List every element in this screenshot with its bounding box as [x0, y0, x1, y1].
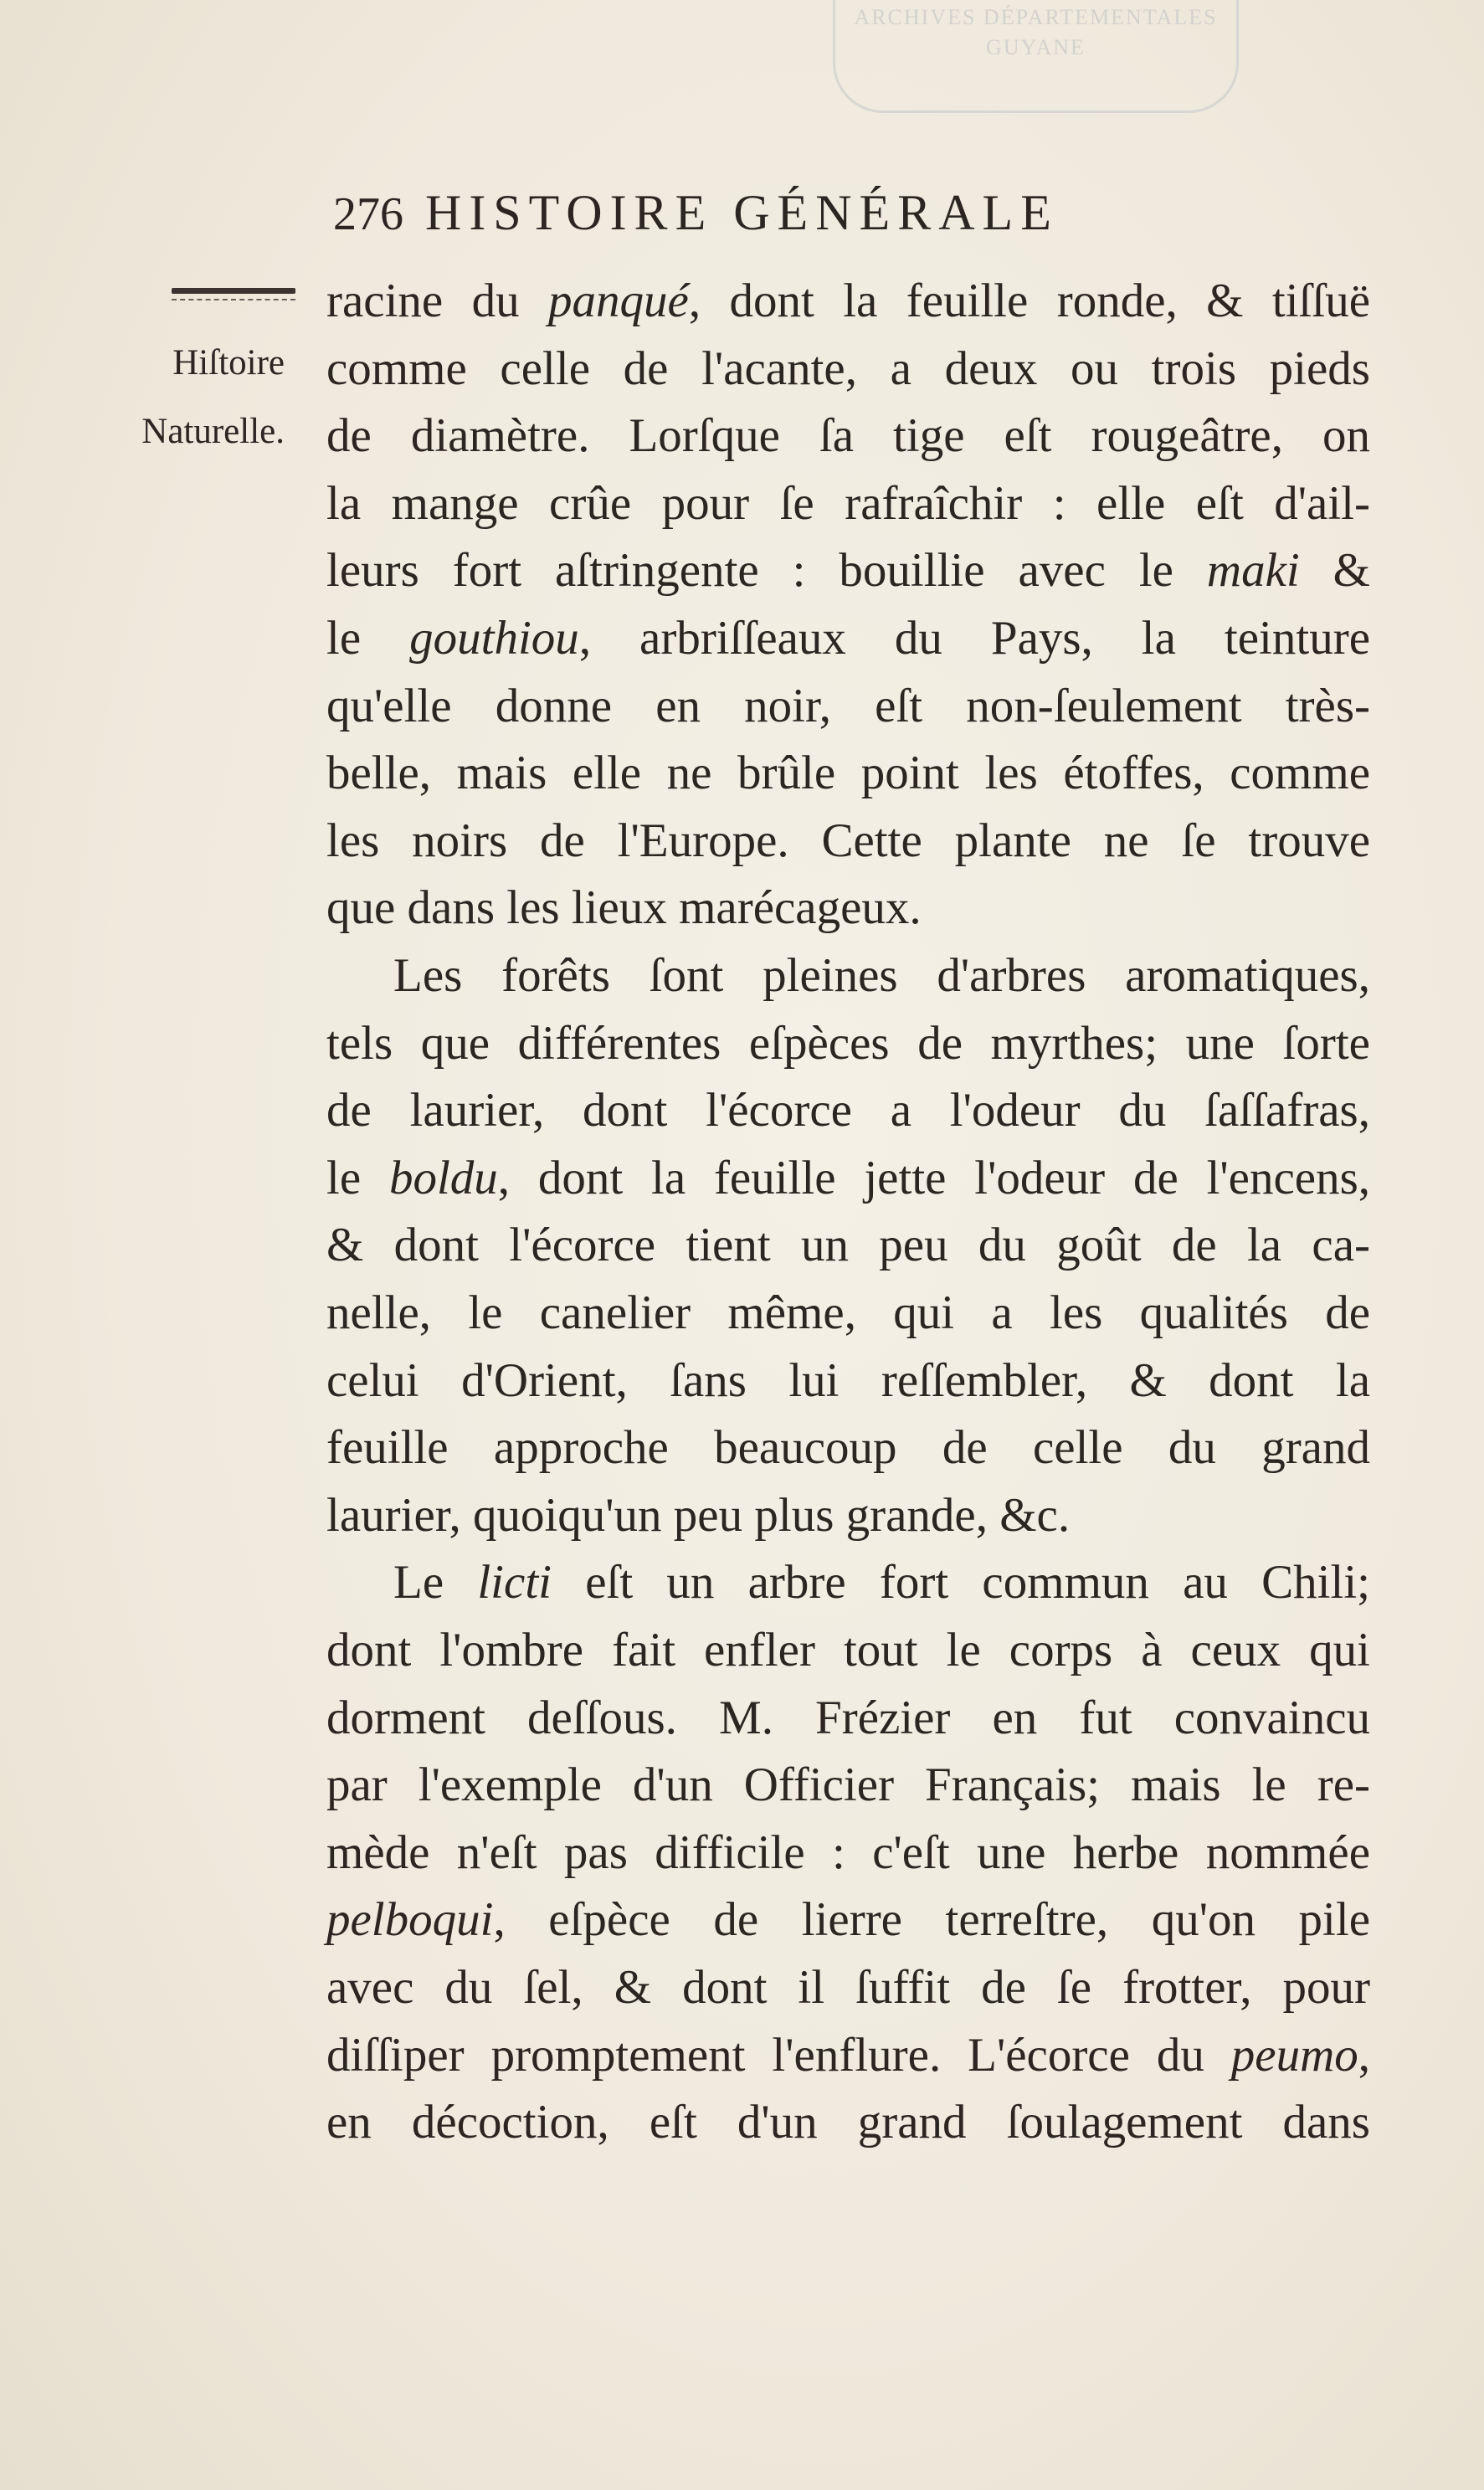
text-line — [326, 673, 1370, 740]
text-line — [326, 1549, 1370, 1616]
text-run: nelle, le canelier même, qui a les qualités de — [326, 1286, 1370, 1339]
text-line — [326, 403, 1370, 470]
text-run: en décoction, eſt d'un grand ſoulagement dans — [326, 2096, 1370, 2149]
text-line — [326, 605, 1370, 672]
text-run: & — [1299, 544, 1370, 598]
text-run: feuille approche beaucoup de celle du grand — [326, 1421, 1370, 1475]
text-run: de laurier, dont l'écorce a l'odeur du ſaſſafras, — [326, 1084, 1370, 1137]
text-line — [326, 942, 1370, 1009]
margin-note-line-2: Naturelle. — [141, 412, 285, 451]
italic-term: gouthiou — [409, 612, 579, 665]
margin-ornament-rule-dashed — [172, 299, 295, 300]
text-line — [326, 1617, 1370, 1684]
text-run: dorment deſſous. M. Frézier en fut convaincu — [326, 1691, 1370, 1744]
text-run: diſſiper promptement l'enflure. L'écorce du — [326, 2028, 1231, 2082]
text-line — [326, 1145, 1370, 1212]
text-run: leurs fort aſtringente : bouillie avec le — [326, 544, 1207, 598]
text-run: Le — [393, 1556, 478, 1610]
margin-ornament-rule — [172, 288, 295, 294]
text-line — [326, 808, 1370, 875]
text-run: , eſpèce de lierre terreſtre, qu'on pile — [493, 1893, 1370, 1947]
italic-term: peumo — [1230, 2028, 1358, 2082]
text-run: laurier, quoiqu'un peu plus grande, &c. — [326, 1488, 1071, 1542]
text-line — [326, 1280, 1370, 1347]
text-run: comme celle de l'acante, a deux ou trois pieds — [326, 341, 1370, 395]
text-run: le — [326, 1151, 389, 1204]
text-run: , arbriſſeaux du Pays, la teinture — [578, 612, 1370, 665]
italic-term: licti — [477, 1556, 552, 1610]
text-line — [326, 336, 1370, 403]
text-run: par l'exemple d'un Officier Français; mais le re- — [326, 1758, 1370, 1812]
text-run: racine du — [326, 275, 549, 327]
italic-term: pelboqui — [326, 1893, 494, 1947]
text-run: & dont l'écorce tient un peu du goût de la ca- — [326, 1219, 1370, 1272]
text-line — [326, 1820, 1370, 1887]
text-run: , dont la feuille ronde, & tiſſuë — [688, 275, 1371, 327]
page-number: 276 — [333, 188, 403, 240]
text-run: tels que différentes eſpèces de myrthes; une ſorte — [326, 1016, 1370, 1070]
text-run: la mange crûe pour ſe rafraîchir : elle eſt d'ail- — [326, 476, 1370, 530]
text-run: les noirs de l'Europe. Cette plante ne ſe trouve — [326, 814, 1370, 867]
text-line — [326, 268, 1370, 335]
text-run: celui d'Orient, ſans lui reſſembler, & dont la — [326, 1353, 1370, 1407]
text-run: belle, mais elle ne brûle point les étoffes, comme — [326, 747, 1370, 800]
text-line — [326, 740, 1370, 807]
running-header — [333, 179, 1220, 246]
text-run: , dont la feuille jette l'odeur de l'encens, — [497, 1151, 1370, 1204]
text-run: de diamètre. Lorſque ſa tige eſt rougeâtre, on — [326, 409, 1370, 463]
text-run: , — [1358, 2028, 1370, 2082]
text-line — [326, 1482, 1370, 1549]
text-line — [326, 1010, 1370, 1077]
text-run: eſt un arbre fort commun au Chili; — [552, 1556, 1370, 1610]
text-line — [326, 1685, 1370, 1752]
italic-term: maki — [1206, 544, 1300, 598]
text-run: qu'elle donne en noir, eſt non-ſeulement très- — [326, 679, 1370, 732]
text-line — [326, 1212, 1370, 1279]
text-run: mède n'eſt pas difficile : c'eſt une herbe nommée — [326, 1825, 1370, 1879]
text-run: le — [326, 612, 410, 665]
text-run: que dans les lieux marécageux. — [326, 881, 922, 935]
text-run: dont l'ombre fait enfler tout le corps à ceux qui — [326, 1624, 1370, 1676]
italic-term: boldu — [388, 1151, 498, 1204]
margin-note-line-1: Hiſtoire — [172, 343, 285, 382]
text-line — [326, 875, 1370, 942]
text-line — [326, 2022, 1370, 2089]
text-line — [326, 537, 1370, 604]
text-line — [326, 470, 1370, 537]
text-run: Les forêts ſont pleines d'arbres aromatiques, — [393, 949, 1370, 1002]
text-line — [326, 1954, 1370, 2021]
archive-stamp: ARCHIVES DÉPARTEMENTALES GUYANE — [833, 0, 1239, 113]
text-run: avec du ſel, & dont il ſuffit de ſe frotter, pour — [326, 1961, 1370, 2014]
text-line — [326, 1348, 1370, 1414]
italic-term: panqué — [548, 275, 689, 327]
running-title: HISTOIRE GÉNÉRALE — [425, 185, 1059, 240]
text-line — [326, 1414, 1370, 1481]
text-line — [326, 1077, 1370, 1144]
text-line — [326, 1887, 1370, 1953]
text-line — [326, 1752, 1370, 1819]
text-line — [326, 2089, 1370, 2156]
